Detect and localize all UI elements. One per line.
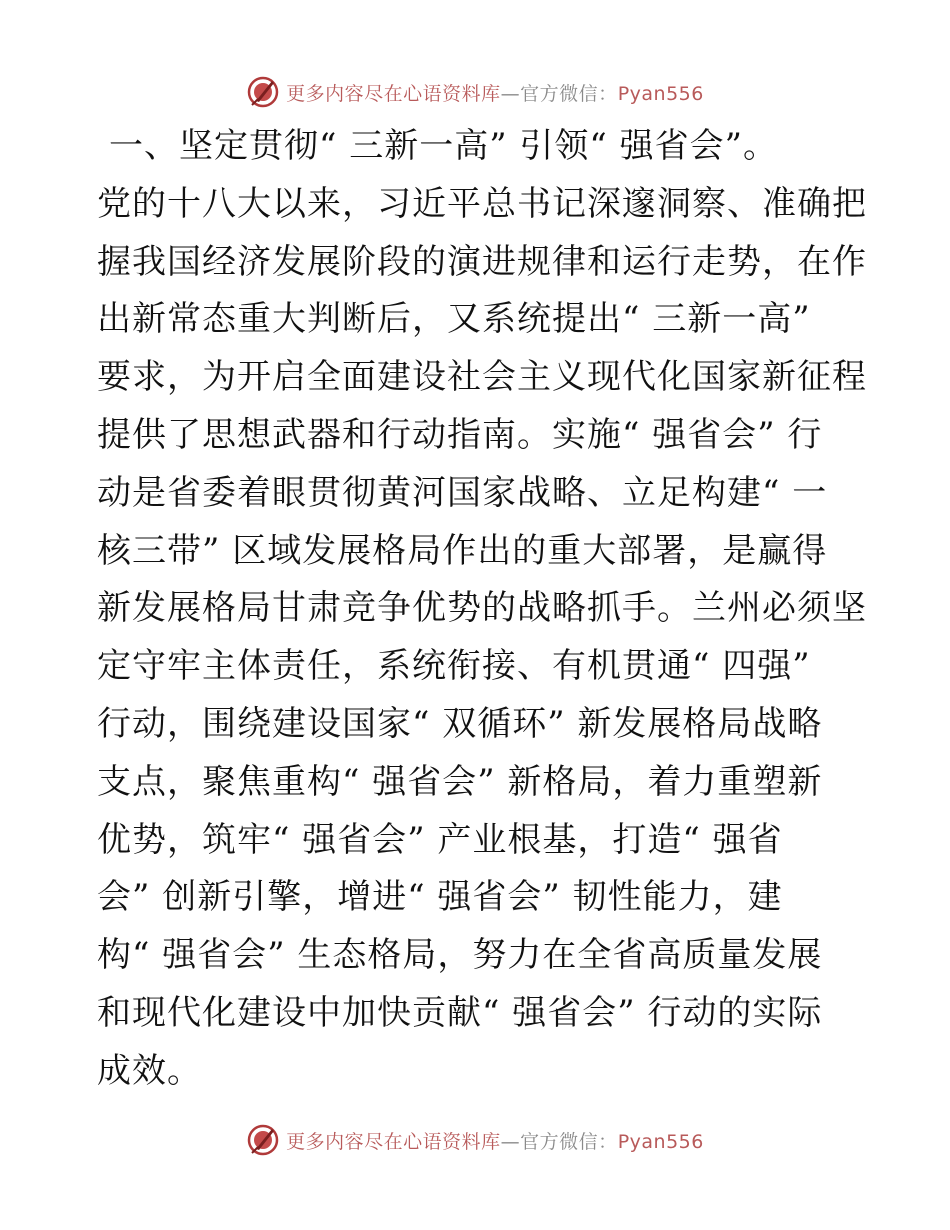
watermark-text <box>286 79 704 106</box>
text-line: 出新常态重大判断后，又系统提出“ 三新一高” <box>97 299 811 340</box>
watermark-dash: — <box>500 82 521 105</box>
footer-watermark <box>0 1120 950 1160</box>
text-line: 行动，围绕建设国家“ 双循环” 新发展格局战略 <box>97 703 823 744</box>
watermark-site-text: 更多内容尽在心语资料库 <box>286 1130 501 1153</box>
text-line: 定守牢主体责任，系统衔接、有机贯通“ 四强” <box>97 646 811 687</box>
text-line: 支点，聚焦重构“ 强省会” 新格局，着力重塑新 <box>97 761 823 802</box>
text-line: 核三带” 区域发展格局作出的重大部署，是赢得 <box>97 530 828 571</box>
text-line: 构“ 强省会” 生态格局，努力在全省高质量发展 <box>97 935 823 976</box>
text-line: 和现代化建设中加快贡献“ 强省会” 行动的实际 <box>97 992 823 1033</box>
text-line: 优势，筑牢“ 强省会” 产业根基，打造“ 强省 <box>97 819 783 860</box>
text-line: 动是省委着眼贯彻黄河国家战略、立足构建“ 一 <box>97 472 828 513</box>
text-line: 会” 创新引擎，增进“ 强省会” 韧性能力，建 <box>97 877 783 918</box>
watermark-official-label: 官方微信： <box>520 82 618 105</box>
watermark-handle: Pyan556 <box>617 1130 704 1153</box>
header-watermark <box>0 72 950 112</box>
text-line: 一、坚定贯彻“ 三新一高” 引领“ 强省会”。 <box>109 126 778 166</box>
text-line: 提供了思想武器和行动指南。实施“ 强省会” 行 <box>97 414 823 455</box>
text-line: 要求，为开启全面建设社会主义现代化国家新征程 <box>97 357 867 398</box>
quill-seal-icon <box>246 1123 280 1157</box>
text-line: 党的十八大以来，习近平总书记深邃洞察、准确把 <box>97 183 867 224</box>
text-line: 新发展格局甘肃竞争优势的战略抓手。兰州必须坚 <box>97 588 867 629</box>
quill-seal-icon <box>246 75 280 109</box>
watermark-text <box>286 1127 704 1154</box>
watermark-dash: — <box>500 1130 521 1153</box>
watermark-site-text: 更多内容尽在心语资料库 <box>286 82 501 105</box>
text-line: 成效。 <box>97 1050 202 1091</box>
watermark-official-label: 官方微信： <box>520 1130 618 1153</box>
text-line: 握我国经济发展阶段的演进规律和运行走势，在作 <box>97 241 867 282</box>
watermark-handle: Pyan556 <box>617 82 704 105</box>
document-body <box>97 118 867 1101</box>
